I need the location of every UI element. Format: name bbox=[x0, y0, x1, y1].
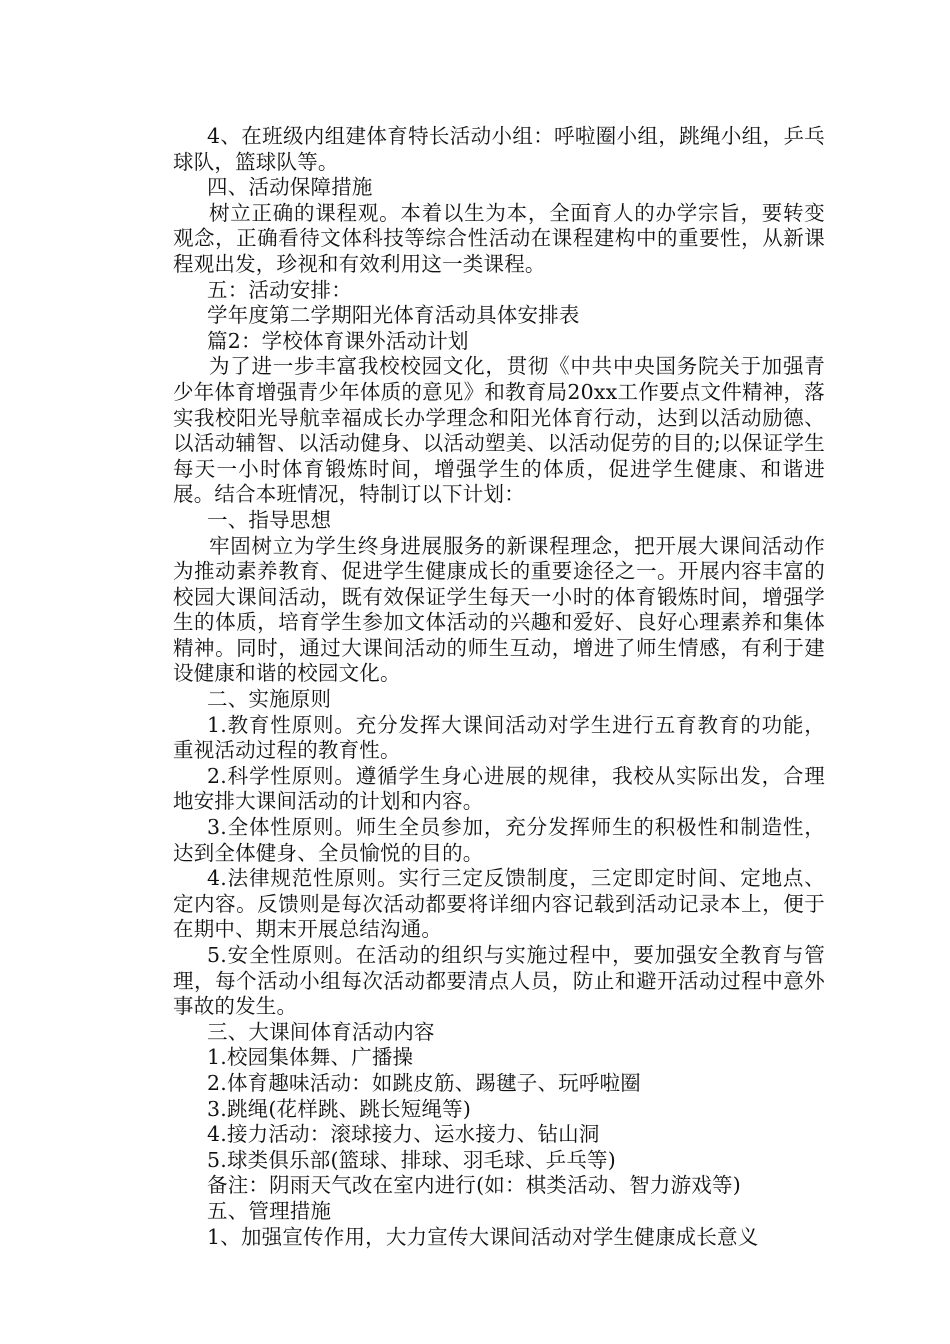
heading-guiding-ideology: 一、指导思想 bbox=[207, 507, 332, 532]
principle-scientific: 2.科学性原则。遵循学生身心进展的规律，我校从实际出发，合理地安排大课间活动的计划和内容。 bbox=[173, 763, 825, 814]
document-body bbox=[173, 124, 825, 1250]
heading-management-measures: 五、管理措施 bbox=[207, 1198, 332, 1223]
heading-principles: 二、实施原则 bbox=[207, 687, 332, 712]
heading-safeguard-measures: 四、活动保障措施 bbox=[207, 175, 373, 200]
paragraph-publicity: 1、加强宣传作用，大力宣传大课间活动对学生健康成长意义 bbox=[207, 1224, 759, 1249]
list-item-ball-club: 5.球类俱乐部(篮球、排球、羽毛球、乒乓等) bbox=[207, 1147, 616, 1172]
principle-educational: 1.教育性原则。充分发挥大课间活动对学生进行五育教育的功能，重视活动过程的教育性。 bbox=[173, 712, 825, 763]
note-rainy-weather: 备注：阴雨天气改在室内进行(如：棋类活动、智力游戏等) bbox=[207, 1173, 741, 1198]
paragraph-introduction: 为了进一步丰富我校校园文化，贯彻《中共中央国务院关于加强青少年体育增强青少年体质的意见》和教育局20xx工作要点文件精神，落实我校阳光导航幸福成长办学理念和阳光体育行动，达到以活动励德、以活动辅智、以活动健身、以活动塑美、以活动促劳的目的;以保证学生每天一小时体育锻炼时间，增强学生的体质，促进学生健康、和谐进展。结合本班情况，特制订以下计划： bbox=[173, 354, 825, 507]
list-item-rope-skipping: 3.跳绳(花样跳、跳长短绳等) bbox=[207, 1096, 472, 1121]
paragraph-schedule-title: 学年度第二学期阳光体育活动具体安排表 bbox=[207, 303, 580, 328]
heading-activity-content: 三、大课间体育活动内容 bbox=[207, 1019, 435, 1044]
list-item-relay: 4.接力活动：滚球接力、运水接力、钻山洞 bbox=[207, 1122, 600, 1147]
list-item-fun-activities: 2.体育趣味活动：如跳皮筋、踢毽子、玩呼啦圈 bbox=[207, 1070, 641, 1095]
paragraph-sports-groups: 4、在班级内组建体育特长活动小组：呼啦圈小组，跳绳小组，乒乓球队，篮球队等。 bbox=[173, 124, 825, 174]
list-item-dance: 1.校园集体舞、广播操 bbox=[207, 1045, 414, 1070]
paragraph-curriculum-view: 树立正确的课程观。本着以生为本，全面育人的办学宗旨，要转变观念，正确看待文体科技等综合性活动在课程建构中的重要性，从新课程观出发，珍视和有效利用这一类课程。 bbox=[173, 200, 825, 276]
principle-safety: 5.安全性原则。在活动的组织与实施过程中，要加强安全教育与管理，每个活动小组每次活动都要清点人员，防止和避开活动过程中意外事故的发生。 bbox=[173, 943, 825, 1019]
principle-normative: 4.法律规范性原则。实行三定反馈制度，三定即定时间、定地点、定内容。反馈则是每次活动都要将详细内容记载到活动记录本上，便于在期中、期末开展总结沟通。 bbox=[173, 866, 825, 942]
heading-activity-arrangement: 五：活动安排： bbox=[207, 277, 352, 302]
paragraph-guiding-ideology: 牢固树立为学生终身进展服务的新课程理念，把开展大课间活动作为推动素养教育、促进学生健康成长的重要途径之一。开展内容丰富的校园大课间活动，既有效保证学生每天一小时的体育锻炼时间，增强学生的体质，培育学生参加文体活动的兴趣和爱好、良好心理素养和集体精神。同时，通过大课间活动的师生互动，增进了师生情感，有利于建设健康和谐的校园文化。 bbox=[173, 533, 825, 686]
principle-inclusive: 3.全体性原则。师生全员参加，充分发挥师生的积极性和制造性，达到全体健身、全员愉悦的目的。 bbox=[173, 815, 825, 865]
heading-article-2: 篇2：学校体育课外活动计划 bbox=[207, 328, 469, 353]
